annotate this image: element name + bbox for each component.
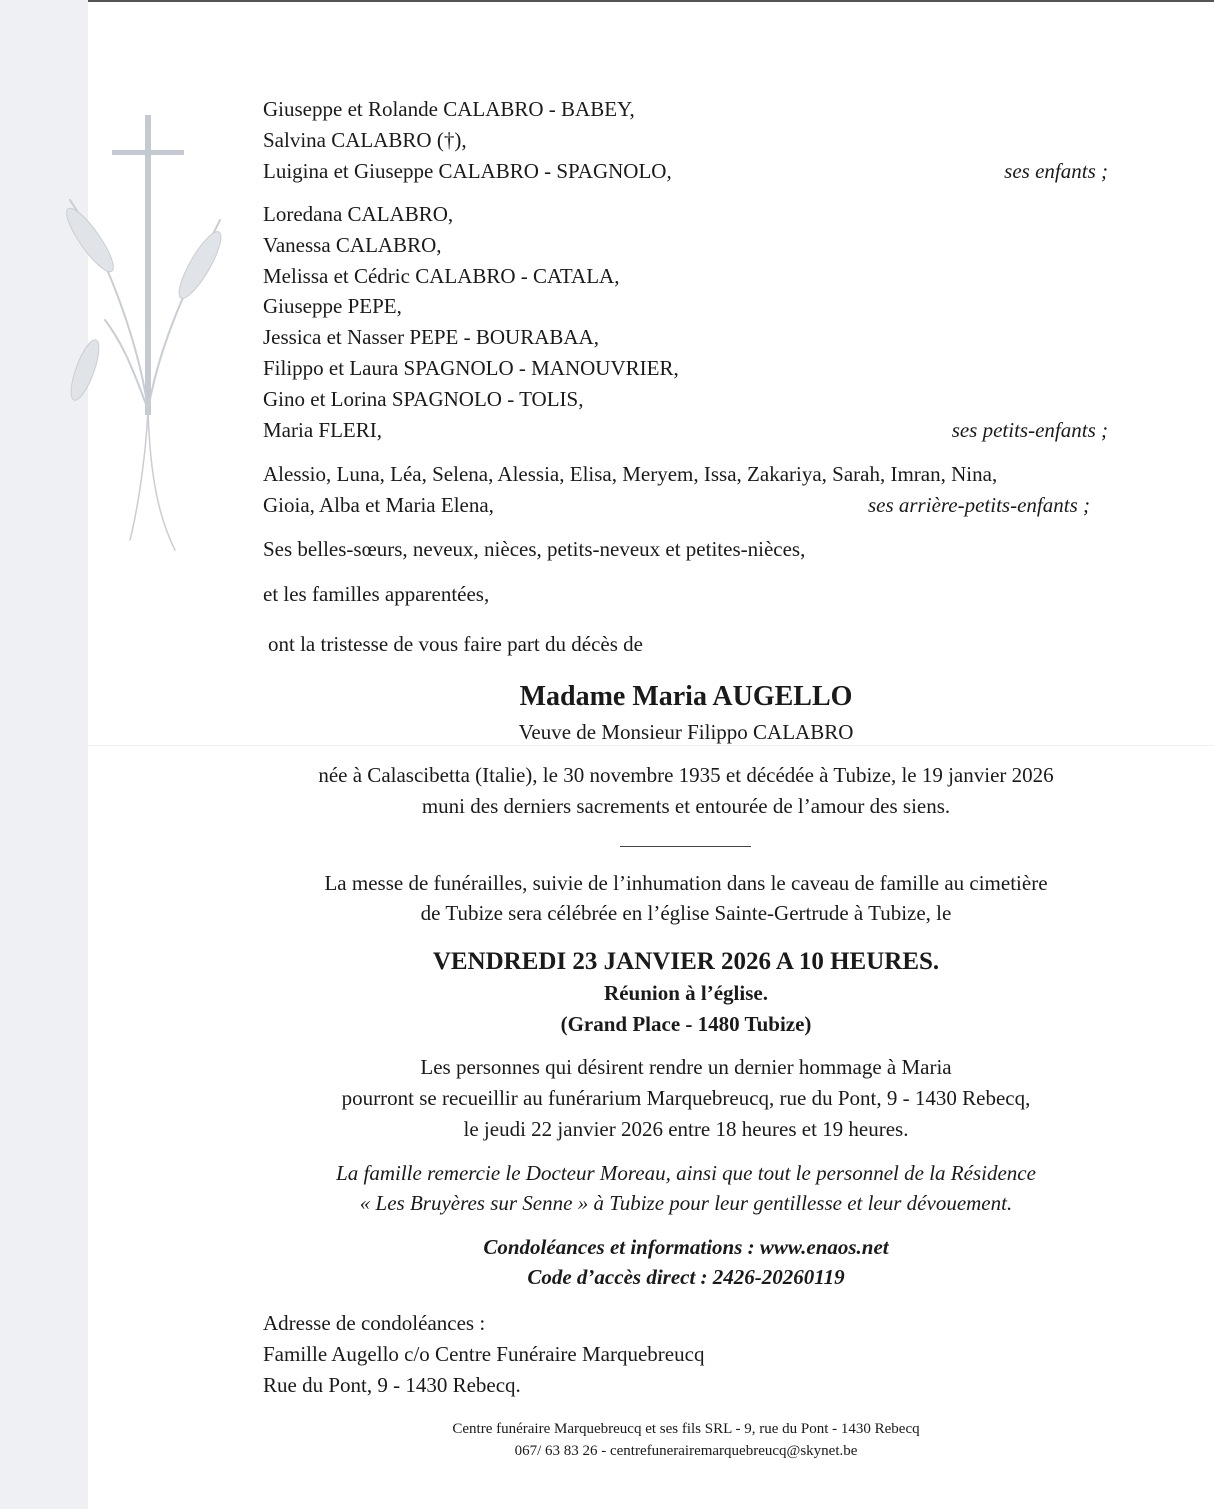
ceremony-meeting: Réunion à l’église. bbox=[604, 981, 768, 1005]
ceremony-line: de Tubize sera célébrée en l’église Sainte-Gertrude à Tubize, le bbox=[420, 901, 952, 925]
ceremony-line: La messe de funérailles, suivie de l’inhumation dans le caveau de famille au cimetière bbox=[324, 871, 1048, 895]
sacraments-line: muni des derniers sacrements et entourée de l’amour des siens. bbox=[421, 794, 951, 818]
footer-line: Centre funéraire Marquebreucq et ses fils SRL - 9, rue du Pont - 1430 Rebecq bbox=[452, 1421, 920, 1437]
grandchild-line: Gino et Lorina SPAGNOLO - TOLIS, bbox=[263, 387, 584, 411]
thanks-line: « Les Bruyères sur Senne » à Tubize pour leur gentillesse et leur dévouement. bbox=[359, 1191, 1013, 1215]
condolences-info-line: Condoléances et informations : www.enaos.net bbox=[483, 1235, 889, 1259]
visitation-line: Les personnes qui désirent rendre un dernier hommage à Maria bbox=[420, 1055, 952, 1079]
visitation-line: le jeudi 22 janvier 2026 entre 18 heures et 19 heures. bbox=[463, 1117, 909, 1141]
footer-line: 067/ 63 83 26 - centrefunerairemarquebreucq@skynet.be bbox=[514, 1443, 858, 1459]
child-line: Giuseppe et Rolande CALABRO - BABEY, bbox=[263, 97, 635, 121]
address-line: Rue du Pont, 9 - 1430 Rebecq. bbox=[263, 1373, 521, 1397]
grandchild-line: Jessica et Nasser PEPE - BOURABAA, bbox=[263, 325, 599, 349]
great-grandchildren-label: ses arrière-petits-enfants ; bbox=[867, 493, 1090, 517]
ceremony-datetime: VENDREDI 23 JANVIER 2026 A 10 HEURES. bbox=[432, 948, 940, 975]
families-line: et les familles apparentées, bbox=[263, 582, 490, 606]
separator bbox=[620, 846, 751, 847]
fold-line bbox=[88, 745, 1214, 746]
relatives-line: Ses belles-sœurs, neveux, nièces, petits-neveux et petites-nièces, bbox=[263, 537, 806, 561]
thanks-line: La famille remercie le Docteur Moreau, ainsi que tout le personnel de la Résidence bbox=[336, 1161, 1036, 1185]
cross-wheat-icon bbox=[50, 100, 230, 560]
birth-death-line: née à Calascibetta (Italie), le 30 novembre 1935 et décédée à Tubize, le 19 janvier 2026 bbox=[318, 763, 1054, 787]
child-line: Salvina CALABRO (†), bbox=[263, 128, 467, 152]
grandchild-line: Giuseppe PEPE, bbox=[263, 294, 402, 318]
visitation-line: pourront se recueillir au funérarium Marquebreucq, rue du Pont, 9 - 1430 Rebecq, bbox=[341, 1086, 1031, 1110]
access-code-line: Code d’accès direct : 2426-20260119 bbox=[527, 1265, 845, 1289]
grandchild-line: Filippo et Laura SPAGNOLO - MANOUVRIER, bbox=[263, 356, 679, 380]
grandchildren-label: ses petits-enfants ; bbox=[951, 418, 1108, 442]
great-grandchild-line: Alessio, Luna, Léa, Selena, Alessia, Elisa, Meryem, Issa, Zakariya, Sarah, Imran, Nina, bbox=[263, 462, 998, 486]
deceased-name: Madame Maria AUGELLO bbox=[519, 681, 853, 712]
grandchild-line: Maria FLERI, bbox=[263, 418, 382, 442]
great-grandchild-line: Gioia, Alba et Maria Elena, bbox=[263, 493, 494, 517]
grandchild-line: Melissa et Cédric CALABRO - CATALA, bbox=[263, 264, 620, 288]
top-border bbox=[0, 0, 1214, 2]
grandchild-line: Loredana CALABRO, bbox=[263, 202, 454, 226]
grandchild-line: Vanessa CALABRO, bbox=[263, 233, 442, 257]
ceremony-place: (Grand Place - 1480 Tubize) bbox=[560, 1012, 812, 1036]
child-line: Luigina et Giuseppe CALABRO - SPAGNOLO, bbox=[263, 159, 672, 183]
announcement-line: ont la tristesse de vous faire part du décès de bbox=[268, 632, 643, 656]
children-label: ses enfants ; bbox=[1004, 159, 1108, 183]
deceased-subtitle: Veuve de Monsieur Filippo CALABRO bbox=[518, 720, 854, 744]
address-line: Adresse de condoléances : bbox=[263, 1311, 486, 1335]
address-line: Famille Augello c/o Centre Funéraire Marquebreucq bbox=[263, 1342, 705, 1366]
